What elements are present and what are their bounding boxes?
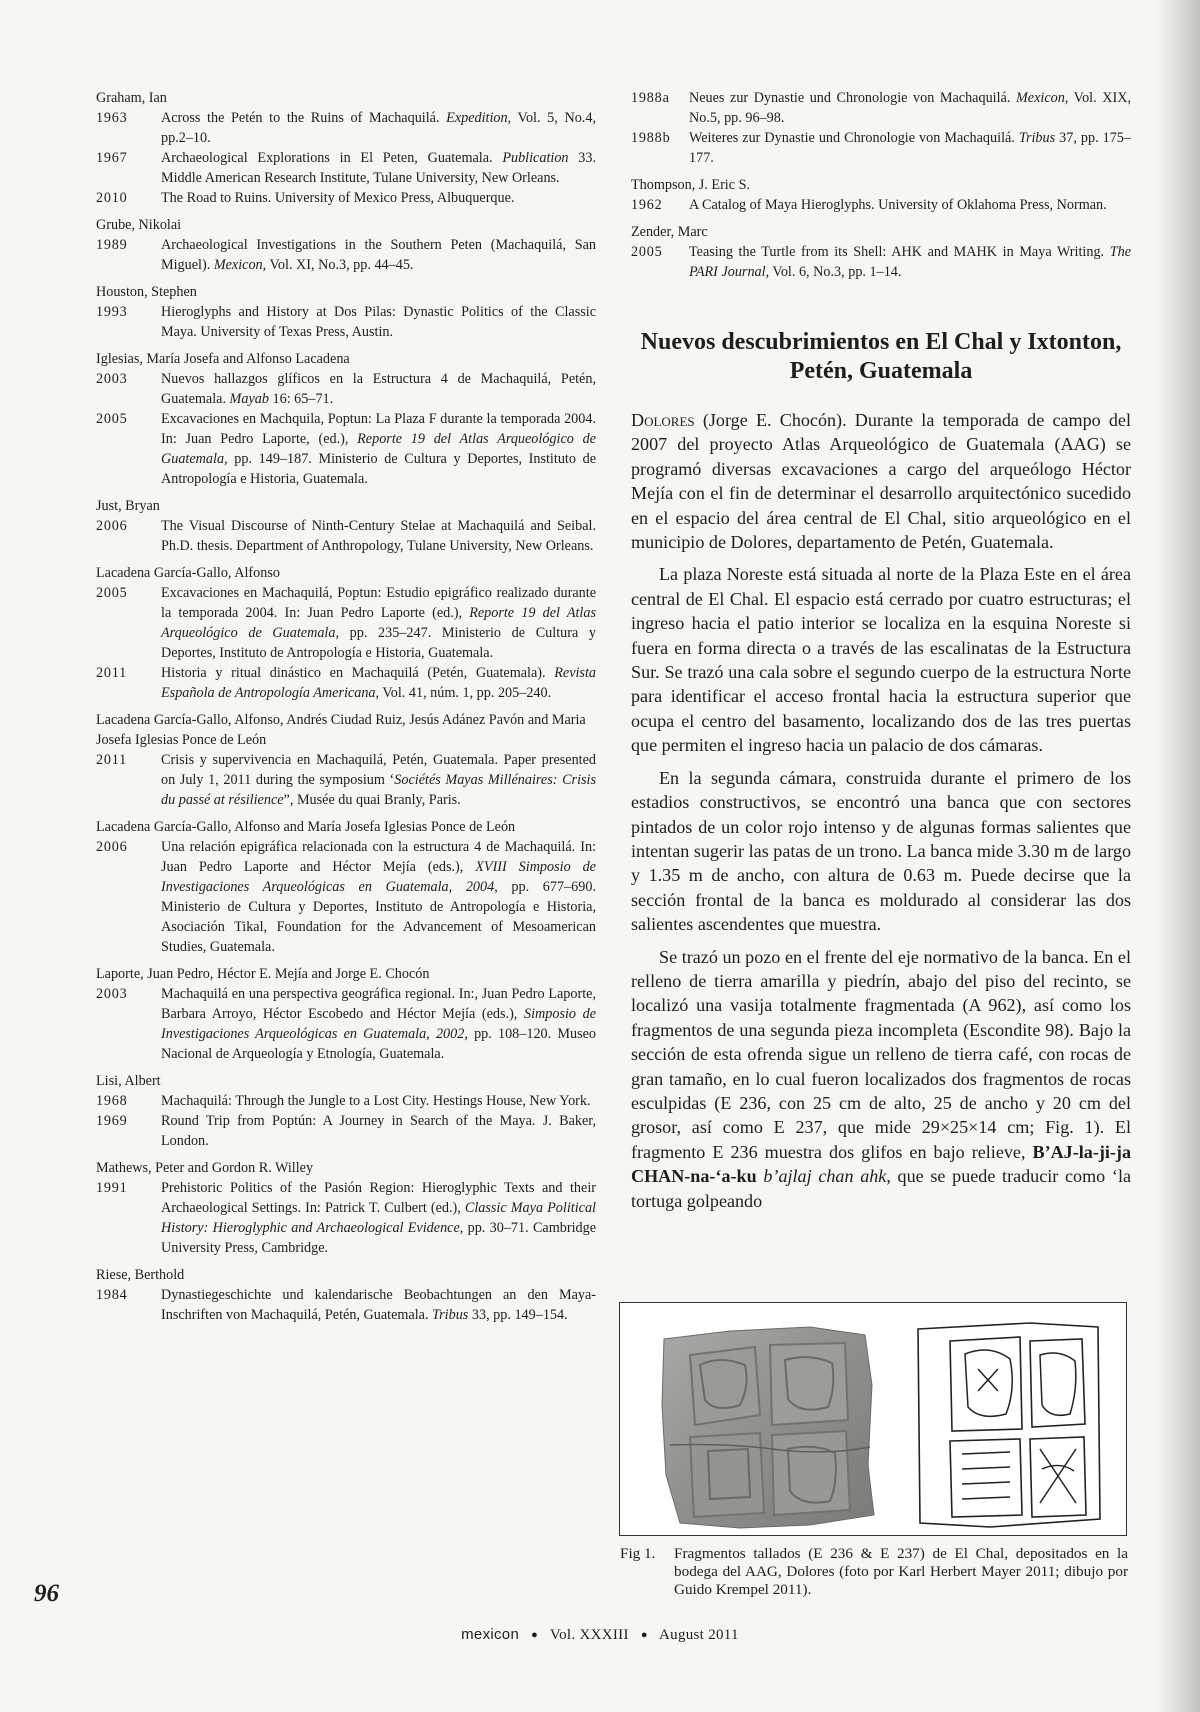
text-run: The Road to Ruins. University of Mexico Press, Albuquerque. bbox=[161, 190, 515, 206]
italic-text: The PARI Journal bbox=[689, 244, 1131, 280]
italic-text: Mexicon bbox=[213, 257, 263, 273]
reference-group bbox=[96, 964, 596, 1064]
text-run: , que se puede traducir como ‘la tortuga golpeando bbox=[631, 1166, 1131, 1211]
text-run: , Vol. XIX, No.5, pp. 96–98. bbox=[689, 90, 1131, 126]
reference-text bbox=[689, 195, 1131, 215]
reference-entry bbox=[631, 88, 1131, 128]
reference-author: Zender, Marc bbox=[631, 224, 708, 240]
reference-entry bbox=[96, 1285, 596, 1325]
text-run: Excavaciones en Machaquilá, Poptun: Estudio epigráfico realizado durante la temporada 2004. In: Juan Pedro Laporte (ed.), bbox=[161, 585, 596, 621]
text-run: Round Trip from Poptún: A Journey in Search of the Maya. J. Baker, London. bbox=[161, 1113, 596, 1149]
italic-text: Sociétés Mayas Millénaires: Crisis du passé at résilience bbox=[161, 772, 596, 808]
italic-text: Expedition bbox=[446, 110, 508, 126]
reference-author: Houston, Stephen bbox=[96, 284, 197, 300]
italic-text: XVIII Simposio de Investigaciones Arqueológicas en Guatemala, 2004 bbox=[161, 859, 596, 895]
reference-text bbox=[161, 1091, 596, 1111]
text-run: Dynastiegeschichte und kalendarische Beobachtungen an den Maya-Inschriften von Machaquilá, Petén, Guatemala. bbox=[161, 1287, 596, 1323]
reference-author: Riese, Berthold bbox=[96, 1267, 185, 1283]
italic-text: Classic Maya Political History: Hieroglyphic and Archaeological Evidence bbox=[161, 1200, 596, 1236]
reference-text bbox=[161, 409, 596, 489]
reference-group bbox=[96, 496, 596, 556]
text-run: Se trazó un pozo en el frente del eje normativo de la banca. En el relleno de tierra amarilla y piedrín, abajo del piso del recinto, se localizó una vasija totalmente fragmentada (A 962), así como los fragmentos de una segunda pieza incompleta (Escondite 98). Bajo la sección de esta ofrenda sigue un relleno de tierra café, con rocas de gran tamaño, en lo cual fueron localizados dos fragmentos de rocas esculpidas (E 236, con 25 cm de alto, 25 de ancho y 20 cm del grosor, así como E 237, que mide 29×25×14 cm; Fig. 1). El fragmento E 236 muestra dos glifos en bajo relieve, bbox=[631, 946, 1131, 1162]
reference-entry bbox=[96, 750, 596, 810]
reference-year: 2005 bbox=[96, 585, 128, 601]
text-run: Weiteres zur Dynastie und Chronologie von Machaquilá. bbox=[689, 130, 1019, 146]
footer-bullet-icon: ● bbox=[640, 1629, 648, 1641]
figure-caption-text: Fragmentos tallados (E 236 & E 237) de El Chal, depositados en la bodega del AAG, Dolores (foto por Karl Herbert Mayer 2011; dibujo por Guido Krempel 2011). bbox=[674, 1545, 1128, 1598]
reference-year: 1963 bbox=[96, 110, 128, 126]
reference-group bbox=[96, 817, 596, 957]
italic-text: Publication bbox=[502, 150, 569, 166]
reference-text bbox=[161, 663, 596, 703]
reference-text bbox=[161, 750, 596, 810]
reference-year: 2005 bbox=[631, 244, 663, 260]
reference-entry bbox=[631, 195, 1131, 215]
reference-entry bbox=[96, 108, 596, 148]
reference-year: 2006 bbox=[96, 839, 128, 855]
reference-author: Lacadena García-Gallo, Alfonso bbox=[96, 565, 280, 581]
figure-label: Fig 1. bbox=[620, 1545, 656, 1562]
figure-caption bbox=[620, 1545, 1128, 1599]
article-paragraph bbox=[631, 408, 1131, 554]
italic-text: Mayab bbox=[229, 391, 269, 407]
reference-text bbox=[161, 108, 596, 148]
reference-author: Grube, Nikolai bbox=[96, 217, 182, 233]
reference-text bbox=[161, 369, 596, 409]
text-run: 33. Middle American Research Institute, Tulane University, New Orleans. bbox=[161, 150, 596, 186]
reference-author: Laporte, Juan Pedro, Héctor E. Mejía and Jorge E. Chocón bbox=[96, 966, 430, 982]
reference-text bbox=[161, 302, 596, 342]
text-run: 33, pp. 149–154. bbox=[468, 1307, 568, 1323]
text-run: Historia y ritual dinástico en Machaquilá (Petén, Guatemala). bbox=[161, 665, 555, 681]
reference-group bbox=[96, 1265, 596, 1325]
reference-text bbox=[161, 148, 596, 188]
reference-group bbox=[631, 88, 1131, 168]
footer-date: August 2011 bbox=[659, 1627, 739, 1643]
reference-author: Lacadena García-Gallo, Alfonso, Andrés Ciudad Ruiz, Jesús Adánez Pavón and Maria Josefa Iglesias Ponce de León bbox=[96, 712, 586, 748]
reference-entry bbox=[631, 242, 1131, 282]
reference-year: 1988b bbox=[631, 130, 671, 146]
text-run: , pp. 677–690. Ministerio de Cultura y Deportes, Instituto de Antropología e Historia, Asociación Tikal, Foundation for the Advancement of Mesoamerican Studies, Guatemala. bbox=[161, 879, 596, 955]
text-run: The Visual Discourse of Ninth-Century Stelae at Machaquilá and Seibal. Ph.D. thesis. Department of Anthropology, Tulane University, New Orleans. bbox=[161, 518, 596, 554]
text-run: (Jorge E. Chocón). Durante la temporada de campo del 2007 del proyecto Atlas Arqueológico de Guatemala (AAG) se programó diversas excavaciones a cargo del arqueólogo Héctor Mejía con el fin de determinar el desarrollo arquitectónico sucedido en el espacio del área central de El Chal, sitio arqueológico en el municipio de Dolores, departamento de Petén, Guatemala. bbox=[631, 410, 1131, 553]
text-run: Prehistoric Politics of the Pasión Region: Hieroglyphic Texts and their Archaeological Settings. In: Patrick T. Culbert (ed.), bbox=[161, 1180, 596, 1216]
reference-entry bbox=[96, 516, 596, 556]
reference-author: Iglesias, María Josefa and Alfonso Lacadena bbox=[96, 351, 350, 367]
reference-entry bbox=[96, 1178, 596, 1258]
reference-author: Graham, Ian bbox=[96, 90, 167, 106]
reference-group bbox=[96, 282, 596, 342]
text-run: Hieroglyphs and History at Dos Pilas: Dynastic Politics of the Classic Maya. University of Texas Press, Austin. bbox=[161, 304, 596, 340]
reference-year: 1988a bbox=[631, 90, 670, 106]
text-run: A Catalog of Maya Hieroglyphs. University of Oklahoma Press, Norman. bbox=[689, 197, 1107, 213]
reference-entry bbox=[96, 409, 596, 489]
page-footer bbox=[0, 1626, 1200, 1644]
reference-year: 2006 bbox=[96, 518, 128, 534]
reference-entry bbox=[96, 984, 596, 1064]
reference-year: 1989 bbox=[96, 237, 128, 253]
footer-journal: mexicon bbox=[461, 1626, 520, 1643]
text-run: Machaquilá: Through the Jungle to a Lost City. Hestings House, New York. bbox=[161, 1093, 591, 1109]
italic-text: b’ajlaj chan ahk bbox=[763, 1166, 887, 1187]
reference-author: Lisi, Albert bbox=[96, 1073, 161, 1089]
italic-text: Simposio de Investigaciones Arqueológicas en Guatemala, 2002 bbox=[161, 1006, 597, 1042]
reference-year: 1962 bbox=[631, 197, 663, 213]
references-left-column bbox=[96, 88, 596, 1332]
reference-text bbox=[161, 1285, 596, 1325]
text-run: , pp. 30–71. Cambridge University Press, Cambridge. bbox=[161, 1220, 596, 1256]
text-run: En la segunda cámara, construida durante el primero de los estadios constructivos, se encontró una banca que con sectores pintados de un color rojo intenso y de algunas formas salientes que intentan sugerir las patas de un trono. La banca mide 3.30 m de largo y 1.35 m de ancho, con altura de 0.63 m. Puede decirse que la sección frontal de la banca es moldurado al considerar las dos salientes ascendentes que muestra. bbox=[631, 767, 1131, 935]
stone-fragment-photo bbox=[660, 1325, 875, 1530]
reference-entry bbox=[96, 583, 596, 663]
reference-author: Just, Bryan bbox=[96, 498, 160, 514]
reference-year: 2010 bbox=[96, 190, 128, 206]
text-run: , pp. 108–120. Museo Nacional de Arqueología y Etnología, Guatemala. bbox=[161, 1026, 596, 1062]
text-run: Teasing the Turtle from its Shell: AHK and MAHK in Maya Writing. bbox=[689, 244, 1110, 260]
article-paragraph bbox=[631, 562, 1131, 757]
page-edge-shadow bbox=[1154, 0, 1200, 1712]
reference-text bbox=[161, 583, 596, 663]
footer-volume: Vol. XXXIII bbox=[549, 1627, 629, 1643]
reference-year: 2011 bbox=[96, 665, 128, 681]
text-run: Excavaciones en Machquila, Poptun: La Plaza F durante la temporada 2004. In: Juan Pedro Laporte, (ed.), bbox=[161, 411, 596, 447]
text-run: 37, pp. 175–177. bbox=[689, 130, 1131, 166]
article-paragraph bbox=[631, 945, 1131, 1213]
page-number: 96 bbox=[34, 1580, 59, 1607]
text-run: , Vol. 6, No.3, pp. 1–14. bbox=[765, 264, 902, 280]
reference-text bbox=[689, 128, 1131, 168]
text-run: , Vol. XI, No.3, pp. 44–45. bbox=[262, 257, 414, 273]
article-title: Nuevos descubrimientos en El Chal y Ixtonton, Petén, Guatemala bbox=[640, 329, 1122, 384]
text-run: Nuevos hallazgos glíficos en la Estructura 4 de Machaquilá, Petén, Guatemala. bbox=[161, 371, 596, 407]
article-body bbox=[631, 408, 1131, 1213]
reference-year: 1967 bbox=[96, 150, 128, 166]
reference-group bbox=[96, 563, 596, 703]
reference-entry bbox=[96, 1091, 596, 1111]
reference-text bbox=[689, 242, 1131, 282]
reference-year: 1984 bbox=[96, 1287, 128, 1303]
figure-1 bbox=[619, 1302, 1127, 1536]
reference-year: 1968 bbox=[96, 1093, 128, 1109]
reference-text bbox=[161, 1111, 596, 1151]
reference-entry bbox=[96, 369, 596, 409]
reference-entry bbox=[96, 837, 596, 957]
reference-entry bbox=[96, 302, 596, 342]
text-run: 16: 65–71. bbox=[268, 391, 334, 407]
reference-entry bbox=[96, 1111, 596, 1151]
text-run: Archaeological Explorations in El Peten, Guatemala. bbox=[161, 150, 503, 166]
italic-text: Reporte 19 del Atlas Arqueológico de Guatemala bbox=[161, 431, 596, 467]
text-run: ”, Musée du quai Branly, Paris. bbox=[283, 792, 461, 808]
text-run: , Vol. 41, núm. 1, pp. 205–240. bbox=[375, 685, 552, 701]
text-run: La plaza Noreste está situada al norte de la Plaza Este en el área central de El Chal. El espacio está cerrado por cuatro estructuras; el ingreso hacia el patio interior se localiza en la esquina Noreste si fuera en forma directa o a través de las escalinatas de la Estructura Sur. Se trazó una cala sobre el segundo cuerpo de la estructura Norte para identificar el acceso frontal hacia la estructura superior que ocupa el centro del basamento, localizando dos de las tres puertas que permiten el ingreso hacia un palacio de dos cámaras. bbox=[631, 564, 1131, 756]
text-run: Machaquilá en una perspectiva geográfica regional. In:, Juan Pedro Laporte, Barbara Arroyo, Héctor Escobedo and Héctor Mejía (eds.), bbox=[161, 986, 596, 1022]
reference-group bbox=[96, 349, 596, 489]
reference-author: Mathews, Peter and Gordon R. Willey bbox=[96, 1160, 314, 1176]
italic-text: Reporte 19 del Atlas Arqueológico de Guatemala bbox=[161, 605, 596, 641]
reference-entry bbox=[631, 128, 1131, 168]
reference-author: Thompson, J. Eric S. bbox=[631, 177, 751, 193]
italic-text: Mexicon bbox=[1015, 90, 1065, 106]
reference-year: 2003 bbox=[96, 371, 128, 387]
reference-year: 1991 bbox=[96, 1180, 128, 1196]
italic-text: Tribus bbox=[1018, 130, 1056, 146]
reference-group bbox=[96, 1158, 596, 1258]
reference-entry bbox=[96, 148, 596, 188]
reference-group bbox=[96, 710, 596, 810]
text-run: Una relación epigráfica relacionada con la estructura 4 de Machaquilá. In: Juan Pedro Laporte and Héctor Mejía (eds.), bbox=[161, 839, 596, 875]
reference-text bbox=[161, 837, 596, 957]
reference-group bbox=[96, 1071, 596, 1151]
reference-entry bbox=[96, 235, 596, 275]
reference-group bbox=[96, 215, 596, 275]
bold-text: B’AJ-la-ji-ja CHAN-na-‘a-ku bbox=[631, 1141, 1131, 1187]
reference-text bbox=[161, 235, 596, 275]
reference-entry bbox=[96, 188, 596, 208]
reference-text bbox=[161, 188, 596, 208]
reference-year: 1969 bbox=[96, 1113, 128, 1129]
reference-text bbox=[161, 1178, 596, 1258]
references-right-list bbox=[631, 88, 1131, 282]
reference-entry bbox=[96, 663, 596, 703]
reference-year: 2003 bbox=[96, 986, 128, 1002]
text-run: Archaeological Investigations in the Southern Peten (Machaquilá, San Miguel). bbox=[161, 237, 596, 273]
text-run: , pp. 149–187. Ministerio de Cultura y Deportes, Instituto de Antropología e Historia, Guatemala. bbox=[161, 451, 596, 487]
reference-text bbox=[689, 88, 1131, 128]
text-run: Neues zur Dynastie und Chronologie von Machaquilá. bbox=[689, 90, 1016, 106]
text-run: , Vol. 5, No.4, pp.2–10. bbox=[161, 110, 596, 146]
reference-author: Lacadena García-Gallo, Alfonso and María Josefa Iglesias Ponce de León bbox=[96, 819, 516, 835]
text-run: Across the Petén to the Ruins of Machaquilá. bbox=[161, 110, 447, 126]
reference-year: 1993 bbox=[96, 304, 128, 320]
lead-location: Dolores bbox=[631, 410, 695, 430]
reference-group bbox=[631, 175, 1131, 215]
reference-text bbox=[161, 516, 596, 556]
glyph-drawing bbox=[910, 1319, 1105, 1531]
article-paragraph bbox=[631, 766, 1131, 937]
reference-group bbox=[631, 222, 1131, 282]
reference-text bbox=[161, 984, 596, 1064]
right-column bbox=[631, 88, 1131, 1221]
reference-year: 2011 bbox=[96, 752, 128, 768]
italic-text: Revista Española de Antropología Americana bbox=[161, 665, 596, 701]
text-run: Crisis y supervivencia en Machaquilá, Petén, Guatemala. Paper presented on July 1, 2011 during the symposium ‘ bbox=[161, 752, 596, 788]
footer-bullet-icon: ● bbox=[531, 1629, 539, 1641]
text-run: , pp. 235–247. Ministerio de Cultura y Deportes, Instituto de Antropología e Historia, Guatemala. bbox=[161, 625, 597, 661]
reference-year: 2005 bbox=[96, 411, 128, 427]
reference-group bbox=[96, 88, 596, 208]
italic-text: Tribus bbox=[432, 1307, 469, 1323]
